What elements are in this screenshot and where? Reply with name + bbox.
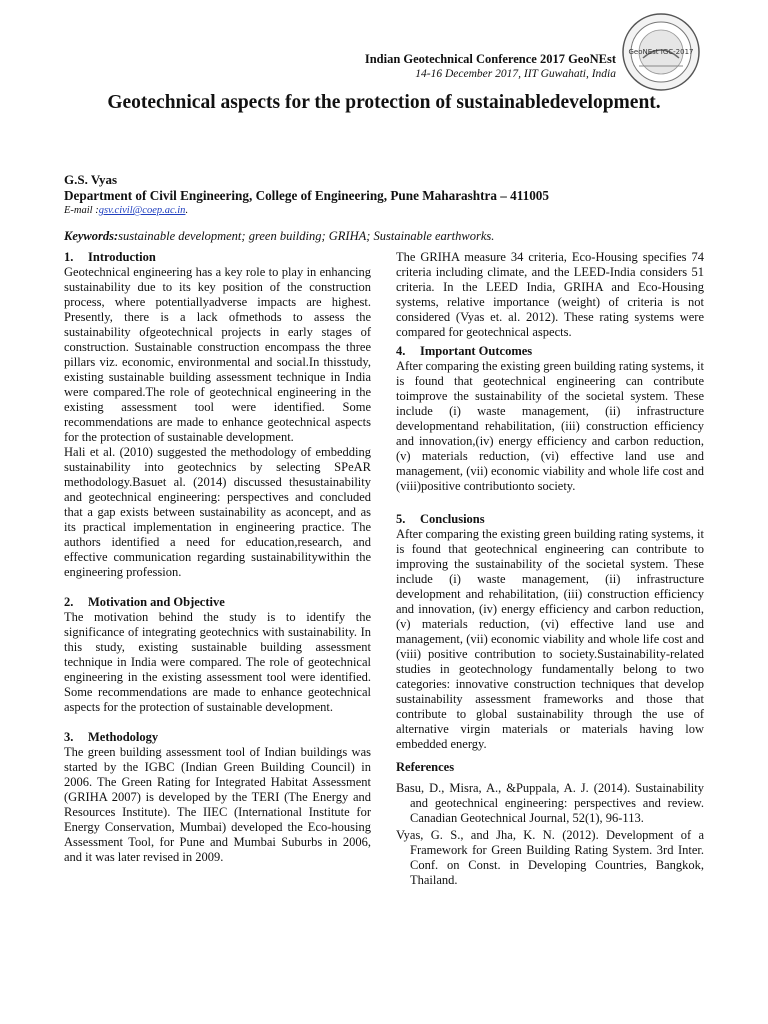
section-title: Methodology [88,730,159,744]
section-number: 2. [64,595,74,609]
keywords-text: sustainable development; green building; GRIHA; Sustainable earthworks. [118,229,495,243]
conference-name: Indian Geotechnical Conference 2017 GeoNEst [364,52,616,66]
section-title: Conclusions [420,512,485,526]
motivation-paragraph: The motivation behind the study is to identify the significance of integrating geotechnics with sustainability. In this study, existing sustainable building assessment technique in India were compared. The role of geotechnical engineering in the existing assessment tool were identified. Some recommendations are made to enhance geotechnical aspects for the protection of sustainable development. [64,610,371,714]
reference-item: Vyas, G. S., and Jha, K. N. (2012). Development of a Framework for Green Building Rating System. 3rd Inter. Conf. on Const. in Developing Countries, Bangkok, Thailand. [396,828,704,887]
section-number: 3. [64,730,74,744]
section-number: 5. [396,512,406,526]
methodology-paragraph: The green building assessment tool of Indian buildings was started by the IGBC (Indian Green Building Council) in 2006. The Green Rating for Integrated Habitat Assessment (GRIHA 2007) is developed by the TERI (The Energy and Resources Institute). The IIEC (International Institute for Energy Conservation, Mumbai) developed the Eco-housing Assessment Tool, for Pune and Mumbai Suburbs in 2006, and it was later revised in 2009. [64,745,371,864]
introduction-paragraph-1: Geotechnical engineering has a key role to play in enhancing sustainability due to its key position of the construction process, where potentiallyadverse impacts are highest. Presently, there is a lack ofmethods to assess the sustainability ofgeotechnical projects in early stages of construction. Sustainable construction encompass the three pillars viz. economic, environmental and social.In thisstudy, existing sustainable building assessment technique in India were compared.The role of geotechnical engineering in the existing assessment tool were identified. Some recommendations are made to enhance geotechnical aspects for the protection of sustainable development. [64,265,371,444]
right-column [396,250,704,890]
paper-title: Geotechnical aspects for the protection of sustainabledevelopment. [107,92,661,113]
conference-header [300,52,616,82]
section-heading-conclusions [396,512,704,527]
left-column [64,250,371,865]
email-label: E-mail : [64,205,99,216]
outcomes-paragraph: After comparing the existing green building rating systems, it is found that geotechnical engineering can contribute toimprove the sustainability of the societal system. These include (i) waste management, (ii) infrastructure developmentand rehabilitation, (iii) construction efficiency and innovation,(iv) energy efficiency and carbon reduction, (v) materials reduction, (vi) effective land use and management, (vii) economic viability and whole life cost and (viii)positive contributionto society. [396,359,704,493]
author-email [64,204,188,218]
methodology-paragraph-continued: The GRIHA measure 34 criteria, Eco-Housing specifies 74 criteria including climate, and the LEED-India considers 51 criteria. In the LEED India, GRIHA and Eco-Housing systems, relative importance (weight) of criteria is not considered (Vyas et. al. 2012). These rating systems were compared for geotechnical aspects. [396,250,704,339]
keywords-line [64,228,494,244]
section-number: 4. [396,344,406,358]
section-heading-introduction [64,250,371,265]
email-link[interactable]: gsv.civil@coep.ac.in [98,205,186,216]
conclusions-paragraph: After comparing the existing green building rating systems, it is found that geotechnical engineering can contribute to improving the sustainability of the societal system. These include (i) waste management, (ii) infrastructure development and rehabilitation, (iii) construction efficiency and innovation, (iv) energy efficiency and carbon reduction, (v) materials reduction, (vi) effective land use and management, (vii) economic viability and whole life cost and (viii) positive contribution to society.Sustainability-related studies in geotechnology fundamentally belong to two categories: innovative construction techniques that develop sustainability assessment frameworks and those that contribute to global sustainability through the use of alternative virgin materials or materials having low embedded energy. [396,527,704,751]
references-heading: References [396,760,455,774]
author-name: G.S. Vyas [64,172,118,187]
reference-item: Basu, D., Misra, A., &Puppala, A. J. (2014). Sustainability and geotechnical engineering: perspectives and review. Canadian Geotechnical Journal, 52(1), 96-113. [396,781,704,825]
section-heading-outcomes [396,344,704,359]
keywords-label: Keywords: [64,229,119,243]
section-title: Motivation and Objective [88,595,225,609]
section-title: Introduction [88,250,156,264]
conference-logo-icon [621,12,701,92]
email-suffix: . [185,205,189,216]
author-affiliation: Department of Civil Engineering, College of Engineering, Pune Maharashtra – 411005 [64,188,549,203]
section-heading-motivation [64,595,371,610]
section-number: 1. [64,250,74,264]
section-title: Important Outcomes [420,344,533,358]
conference-dates: 14-16 December 2017, IIT Guwahati, India [415,68,616,80]
logo-text: GeoNEst IGC-2017 [628,48,694,56]
section-heading-methodology [64,730,371,745]
introduction-paragraph-2: Hali et al. (2010) suggested the methodology of embedding sustainability into geotechnics by selecting SPeAR methodology.Basuet al. (2014) discussed thesustainability and geotechnical engineering: perspectives and concluded that a gap exists between sustainability as aconcept, and as its practical implementation in engineering practice. The authors identified a need for education,research, and effective communication regarding sustainabilitywithin the engineering profession. [64,445,371,579]
